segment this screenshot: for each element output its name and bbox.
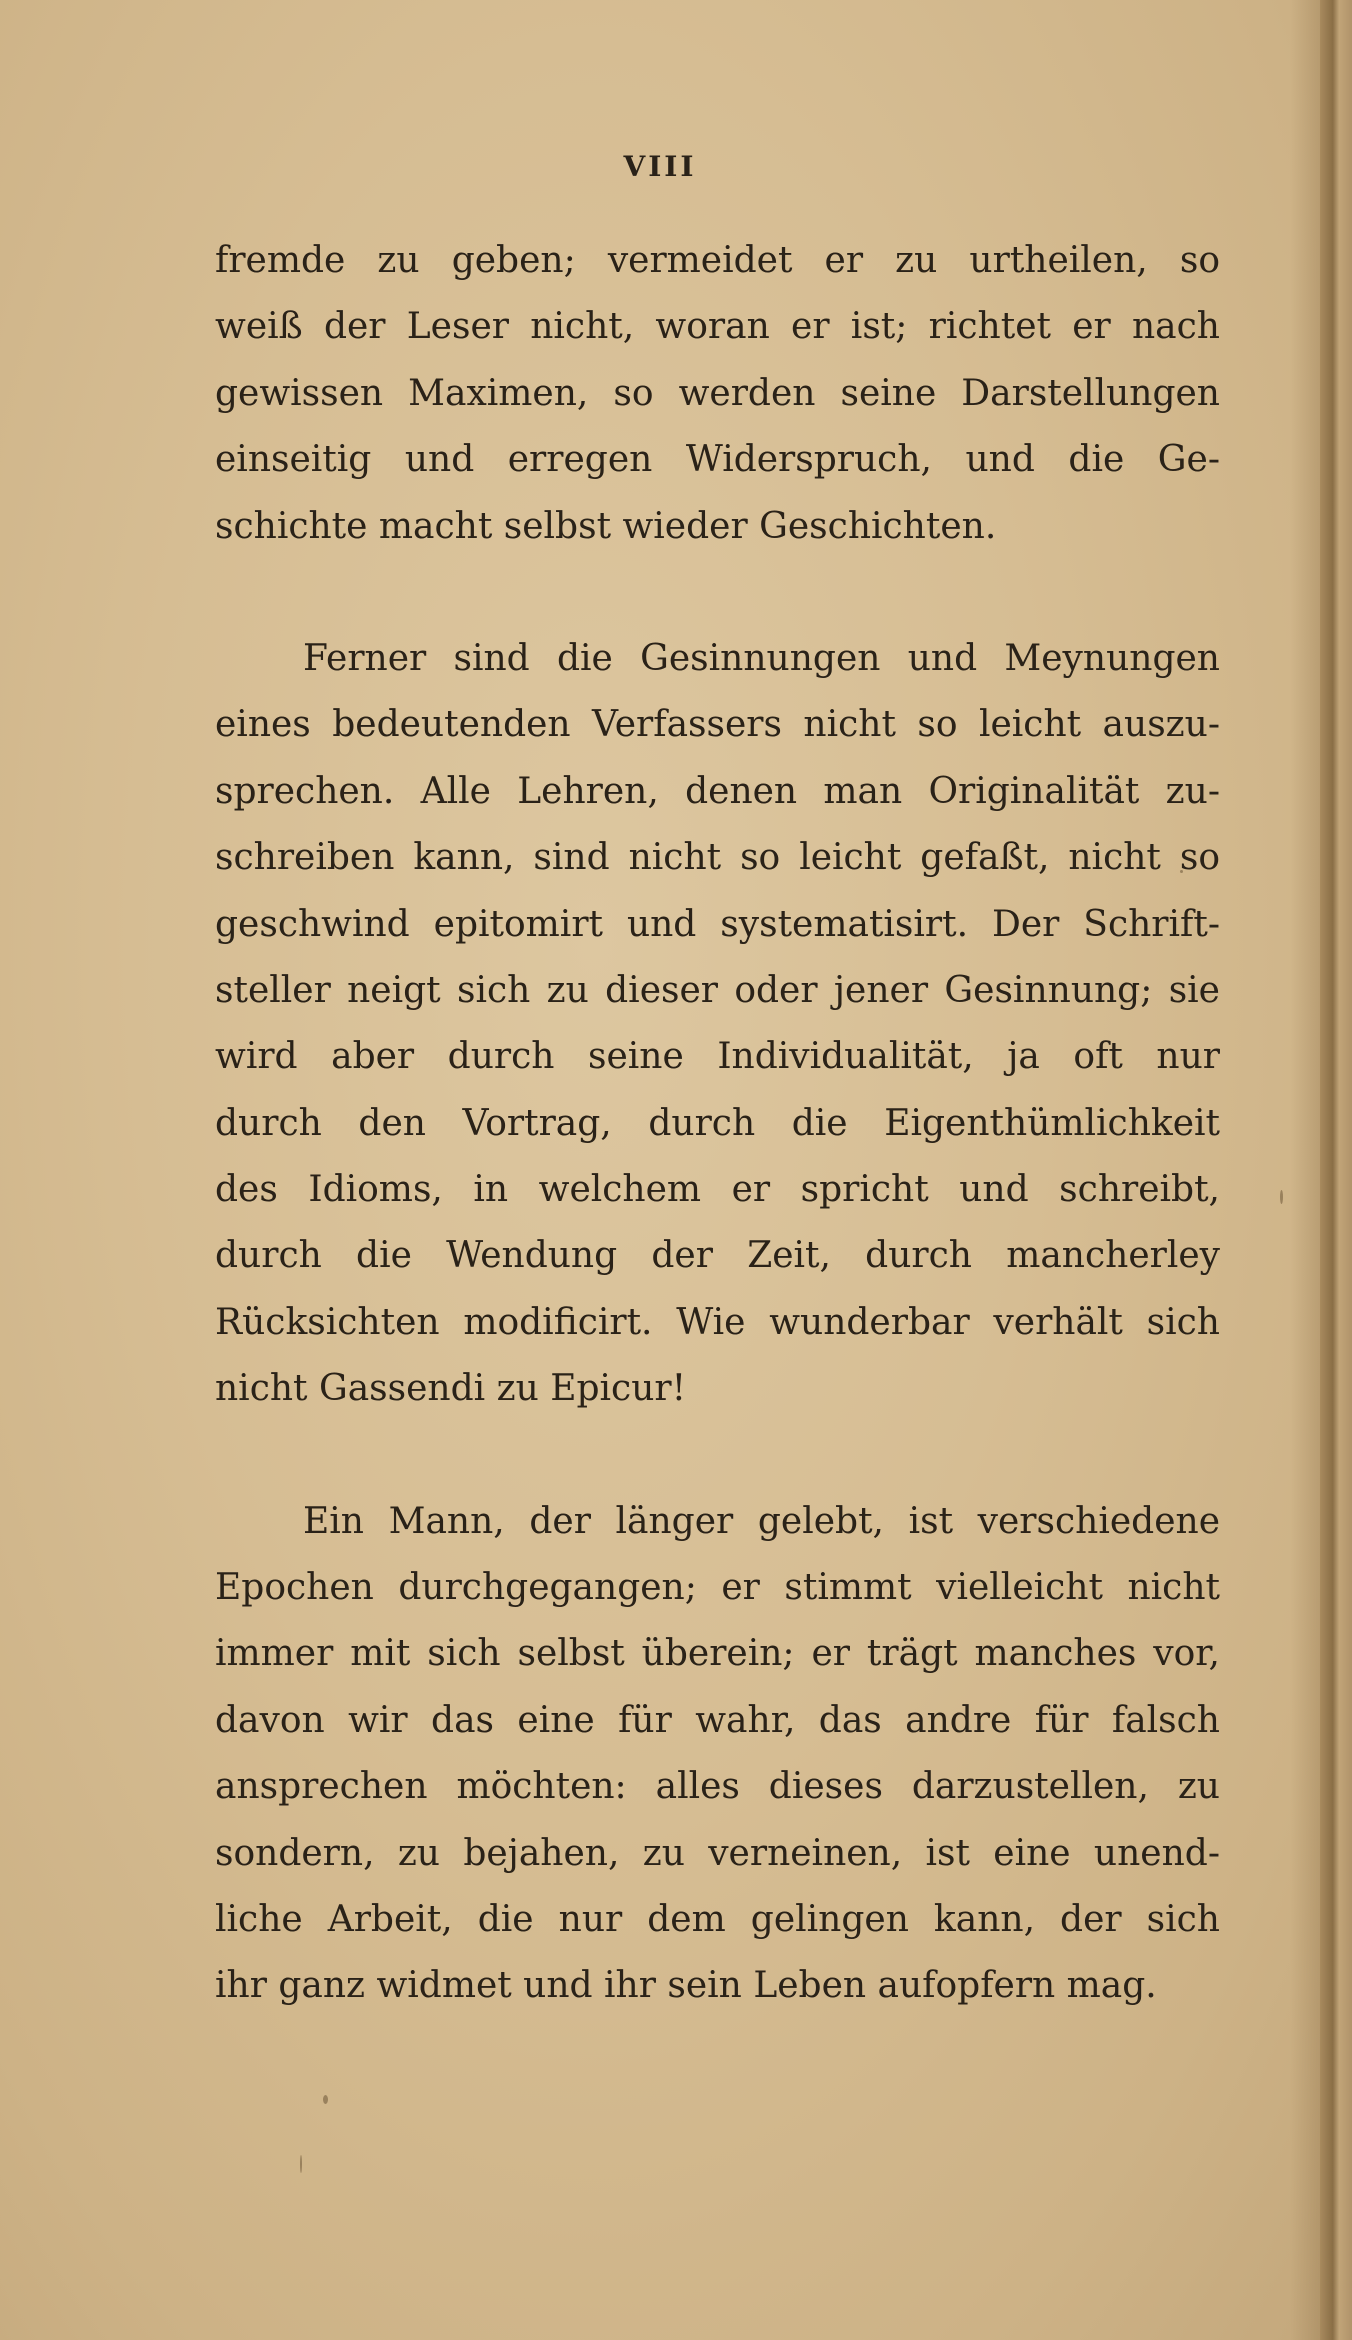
paragraph-gap — [215, 560, 1220, 626]
text-line: ansprechen möchten: alles dieses darzustellen, zu — [215, 1766, 1220, 1808]
text-line: durch den Vortrag, durch die Eigenthümlichkeit — [215, 1102, 1220, 1144]
paper-speck — [300, 2155, 302, 2173]
body-text — [215, 228, 1220, 2020]
text-line: Ferner sind die Gesinnungen und Meynungen — [303, 637, 1220, 679]
text-line: gewissen Maximen, so werden seine Darstellungen — [215, 372, 1220, 414]
text-line: sprechen. Alle Lehren, denen man Originalität zu- — [215, 770, 1220, 812]
text-line: ihr ganz widmet und ihr sein Leben aufopfern mag. — [215, 1965, 1157, 2007]
text-line: Rücksichten modificirt. Wie wunderbar verhält sich — [215, 1301, 1220, 1343]
text-line: schreiben kann, sind nicht so leicht gefaßt, nicht so — [215, 837, 1220, 879]
page-fold-shadow — [1290, 0, 1320, 2340]
text-line: geschwind epitomirt und systematisirt. Der Schrift- — [215, 903, 1220, 945]
text-line: sondern, zu bejahen, zu verneinen, ist eine unend- — [215, 1832, 1220, 1874]
text-line: wird aber durch seine Individualität, ja oft nur — [215, 1036, 1220, 1078]
page-edge — [1320, 0, 1352, 2340]
text-line: steller neigt sich zu dieser oder jener Gesinnung; sie — [215, 969, 1220, 1011]
text-line: des Idioms, in welchem er spricht und schreibt, — [215, 1169, 1220, 1211]
text-line: fremde zu geben; vermeidet er zu urtheilen, so — [215, 240, 1220, 281]
paper-speck — [1280, 1190, 1283, 1204]
page-number: VIII — [623, 150, 697, 183]
paper-speck — [323, 2095, 328, 2104]
text-line: Epochen durchgegangen; er stimmt vielleicht nicht — [215, 1567, 1220, 1609]
text-line: einseitig und erregen Widerspruch, und die Ge- — [215, 439, 1220, 481]
text-line: weiß der Leser nicht, woran er ist; richtet er nach — [215, 306, 1220, 348]
text-line: nicht Gassendi zu Epicur! — [215, 1368, 687, 1410]
text-line: Ein Mann, der länger gelebt, ist verschiedene — [303, 1500, 1220, 1542]
text-line: durch die Wendung der Zeit, durch mancherley — [215, 1235, 1220, 1277]
paragraph-gap — [215, 1423, 1220, 1489]
text-line: schichte macht selbst wieder Geschichten. — [215, 505, 997, 547]
text-line: immer mit sich selbst überein; er trägt manches vor, — [215, 1633, 1220, 1675]
text-line: eines bedeutenden Verfassers nicht so leicht auszu- — [215, 704, 1220, 746]
text-line: liche Arbeit, die nur dem gelingen kann, der sich — [215, 1898, 1220, 1940]
text-line: davon wir das eine für wahr, das andre für falsch — [215, 1699, 1220, 1741]
